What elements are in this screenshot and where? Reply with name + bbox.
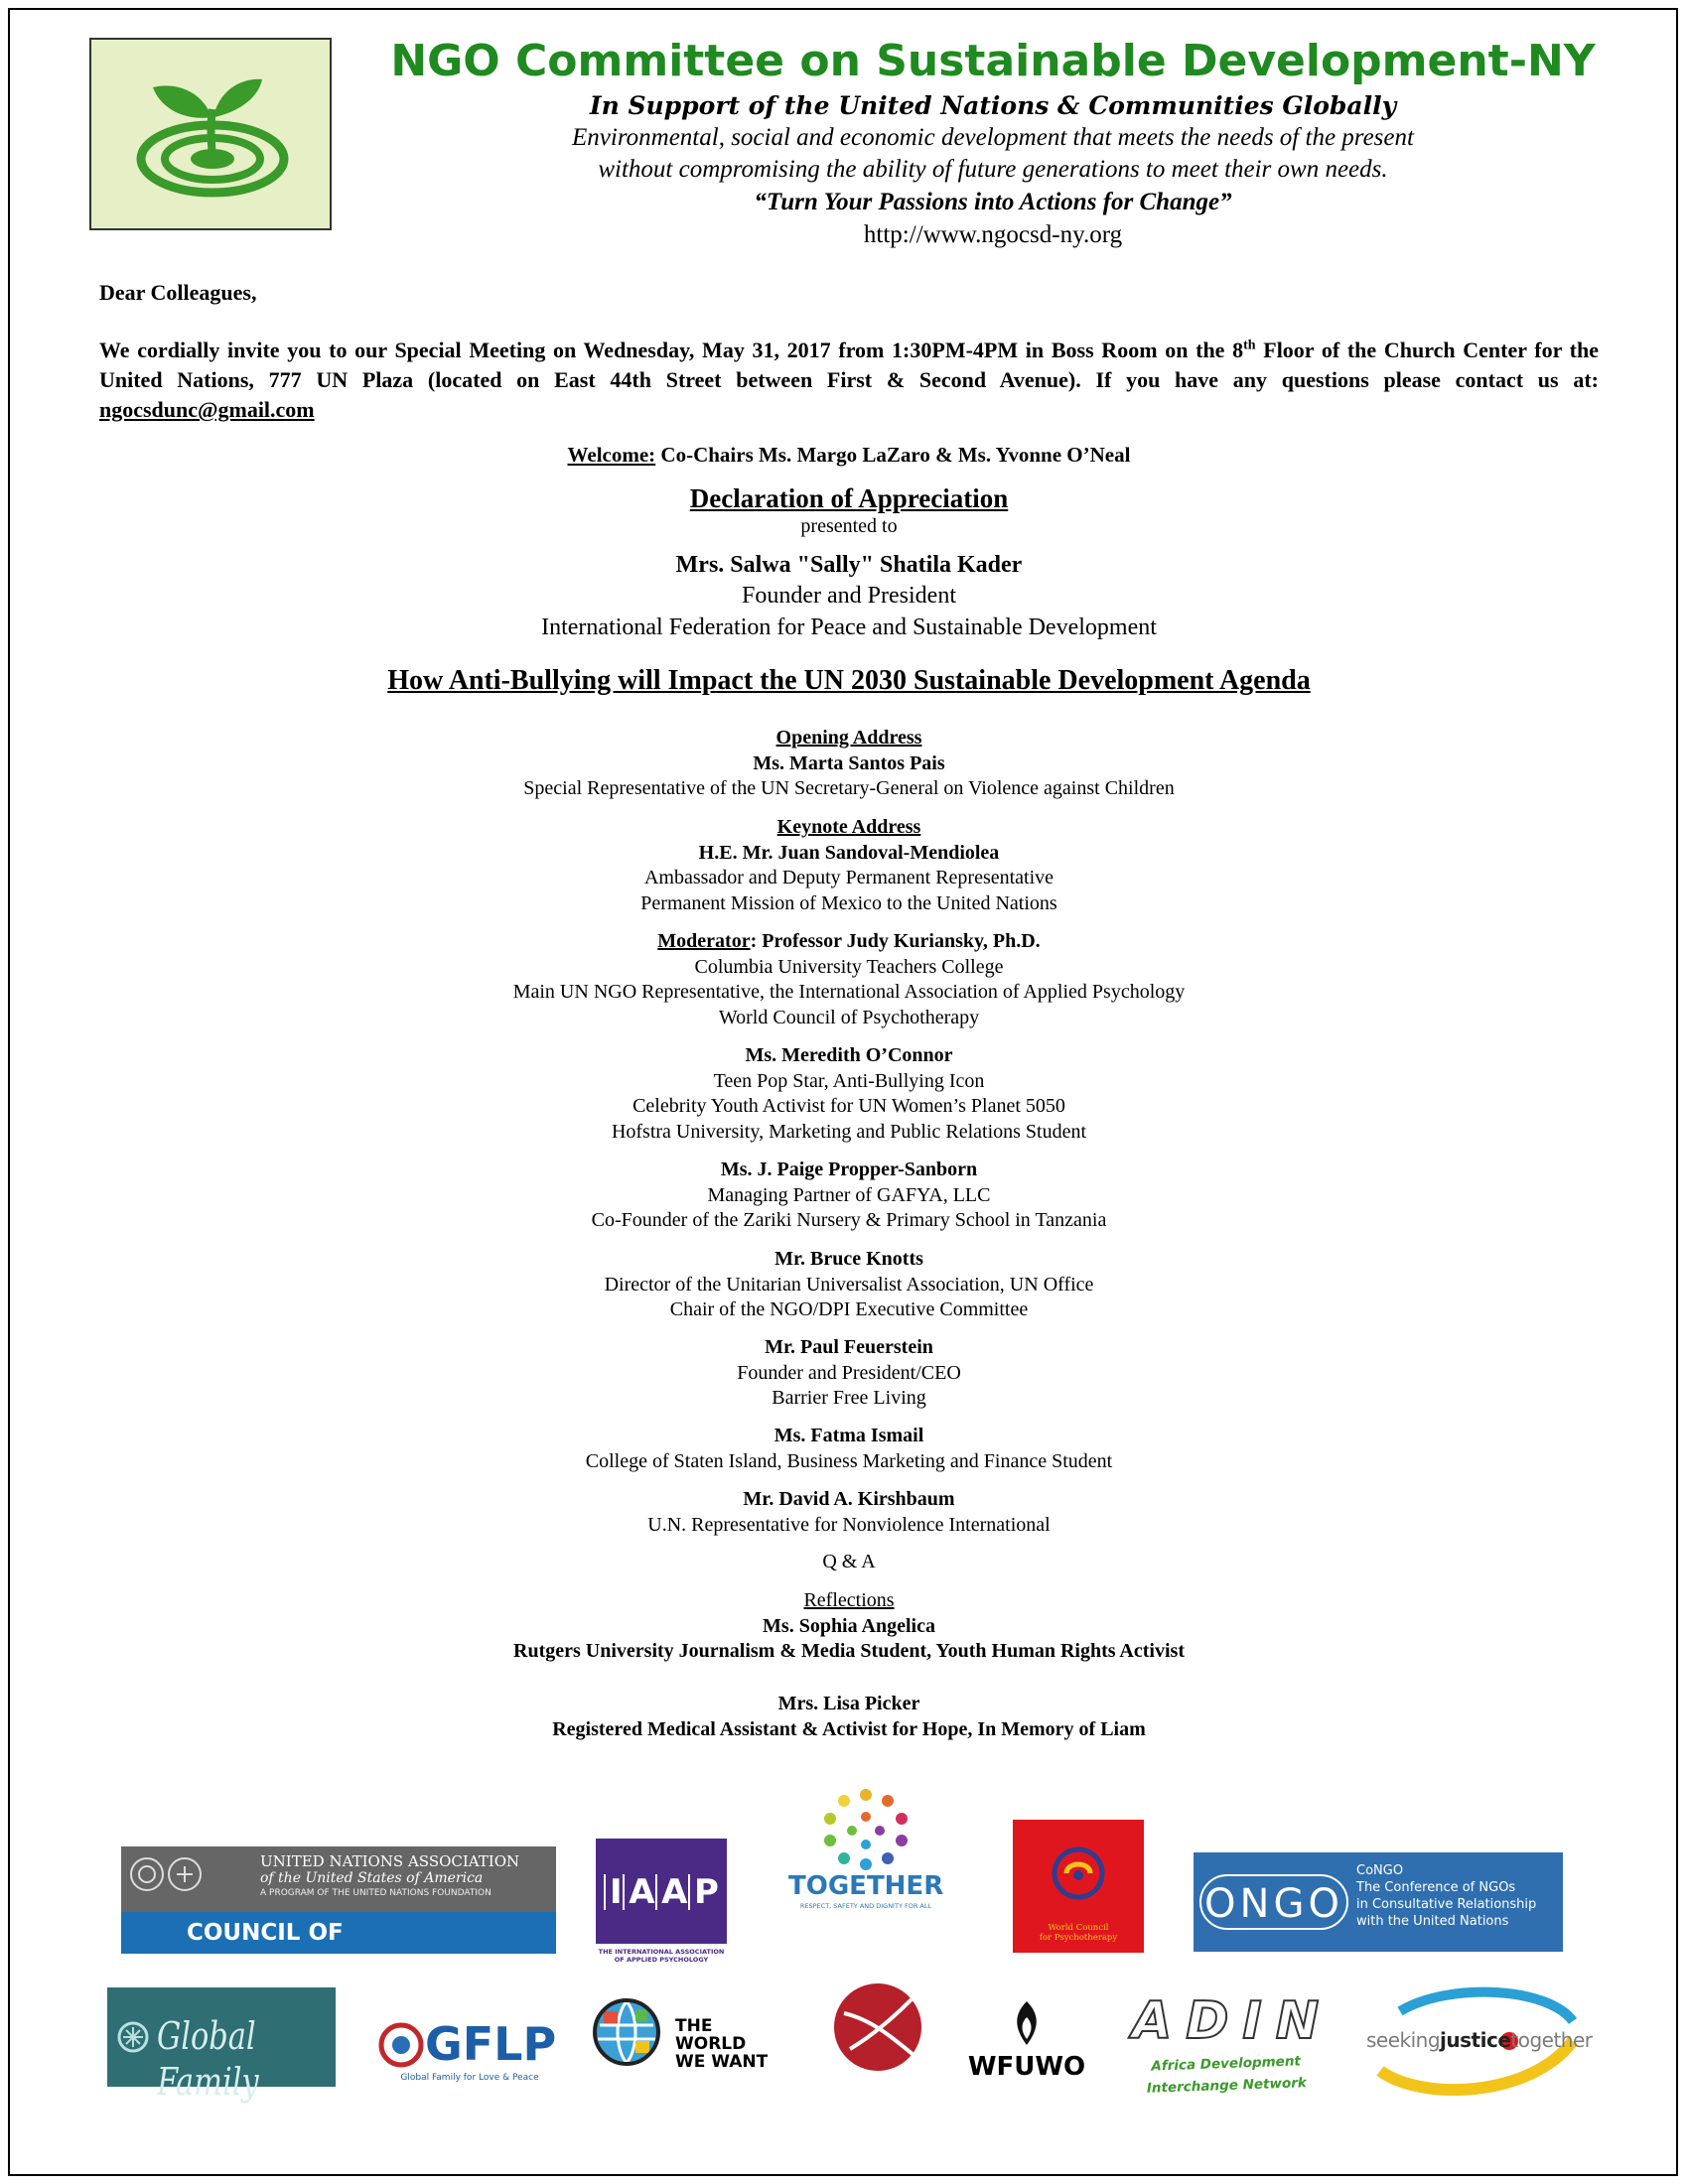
qa-line: Q & A: [822, 1551, 876, 1572]
red-sphere-logo: [830, 1979, 925, 2075]
honoree-name: Mrs. Salwa "Sally" Shatila Kader: [675, 552, 1023, 578]
speaker-detail: Celebrity Youth Activist for UN Women’s Planet 5050: [633, 1095, 1065, 1117]
iaap-letter: A: [623, 1874, 654, 1910]
global-family-logo: [107, 1987, 336, 2104]
honoree-org: International Federation for Peace and Sustainable Development: [541, 614, 1157, 640]
dove-icon: [111, 2009, 155, 2065]
speaker-name: Mr. Paul Feuerstein: [765, 1336, 933, 1358]
speaker-detail: Director of the Unitarian Universalist Association, UN Office: [604, 1273, 1094, 1296]
speech-globe-icon: [590, 1995, 663, 2069]
gfflp-mark: GFLP: [425, 2017, 557, 2071]
iaap-caption1: THE INTERNATIONAL ASSOCIATION: [598, 1948, 725, 1956]
speaker-name: Ms. J. Paige Propper-Sanborn: [720, 1159, 978, 1180]
speaker-detail: Co-Founder of the Zariki Nursery & Primary School in Tanzania: [591, 1209, 1107, 1231]
adin-logo: [1112, 1991, 1340, 2097]
reflections-name: Ms. Sophia Angelica: [763, 1614, 935, 1637]
website-link[interactable]: http://www.ngocsd-ny.org: [863, 221, 1123, 248]
congo-logo: [1194, 1852, 1563, 1952]
congo-line1: CoNGO: [1356, 1863, 1404, 1878]
email-link[interactable]: ngocsdunc@gmail.com: [99, 397, 315, 422]
welcome-label: Welcome:: [567, 443, 656, 467]
unausa-logo: [121, 1846, 556, 1987]
invite-sup: th: [1243, 338, 1256, 353]
unausa-line3: A PROGRAM OF THE UNITED NATIONS FOUNDATION: [260, 1888, 492, 1898]
speaker-name: Ms. Fatma Ismail: [774, 1425, 924, 1446]
welcome-text: Co-Chairs Ms. Margo LaZaro & Ms. Yvonne O’Neal: [655, 443, 1131, 467]
wcp-logo: [1013, 1820, 1144, 1953]
wfuwo-logo: [961, 1999, 1092, 2091]
committee-logo: [89, 38, 332, 230]
invite-text-1: We cordially invite you to our Special Meeting on Wednesday, May 31, 2017 from 1:30PM-4PM in Boss Room on the 8: [99, 338, 1244, 362]
congo-mark: ONGO: [1199, 1874, 1348, 1930]
moderator: [99, 929, 1599, 1030]
reflections-detail: Rutgers University Journalism & Media Student, Youth Human Rights Activist: [513, 1640, 1185, 1662]
global-family-text: Global Family: [157, 2014, 259, 2104]
sjt-word: justice: [1440, 2028, 1511, 2052]
moderator-label: Moderator: [657, 930, 751, 952]
adin-caption: Africa Development Interchange Network: [1146, 2053, 1308, 2097]
speaker-detail: Managing Partner of GAFYA, LLC: [707, 1183, 991, 1206]
keynote-address: [99, 815, 1599, 916]
keynote-name: H.E. Mr. Juan Sandoval-Mendiolea: [698, 841, 1000, 864]
moderator-name: : Professor Judy Kuriansky, Ph.D.: [750, 930, 1041, 952]
wwwant-line3: WE WANT: [675, 2052, 769, 2072]
tagline: In Support of the United Nations & Communities Globally: [589, 91, 1397, 120]
honoree-role: Founder and President: [742, 583, 956, 609]
event-title: How Anti-Bullying will Impact the UN 2030 Sustainable Development Agenda: [387, 665, 1311, 696]
wcp-caption1: World Council: [1048, 1923, 1109, 1933]
speaker-detail: Barrier Free Living: [772, 1387, 926, 1409]
sjt-word: seeking: [1366, 2028, 1441, 2052]
moderator-detail-3: World Council of Psychotherapy: [718, 1006, 980, 1028]
invitation-paragraph: [99, 336, 1599, 425]
congo-line4: with the United Nations: [1356, 1914, 1509, 1929]
speaker-detail: Founder and President/CEO: [737, 1361, 961, 1384]
speaker-name: Mr. Bruce Knotts: [774, 1248, 923, 1270]
declaration-section: [99, 482, 1599, 643]
speaker-detail: Chair of the NGO/DPI Executive Committee: [669, 1298, 1029, 1320]
together-caption: RESPECT, SAFETY AND DIGNITY FOR ALL: [799, 1902, 932, 1910]
mission-line-2: without compromising the ability of future generations to meet their own needs.: [598, 156, 1388, 183]
closing-name: Mrs. Lisa Picker: [777, 1693, 920, 1714]
world-we-want-logo: [590, 1995, 788, 2091]
salutation: Dear Colleagues,: [99, 280, 257, 305]
reflections-label: Reflections: [803, 1589, 895, 1611]
header: [338, 34, 1648, 251]
iaap-caption2: OF APPLIED PSYCHOLOGY: [614, 1956, 709, 1964]
iaap-letter: A: [655, 1874, 687, 1910]
wfuwo-text: WFUWO: [967, 2052, 1086, 2082]
adin-mark: ADIN: [1132, 1991, 1334, 2051]
together-logo: [788, 1787, 943, 1912]
iaap-letter: P: [688, 1874, 719, 1910]
keynote-label: Keynote Address: [776, 816, 921, 838]
seedling-icon: [91, 40, 330, 228]
speaker: [99, 1158, 1599, 1234]
wcp-caption2: for Psychotherapy: [1039, 1933, 1118, 1943]
flame-icon: [1007, 1999, 1047, 2047]
speaker-detail: Hofstra University, Marketing and Public Relations Student: [611, 1120, 1087, 1143]
speaker: [99, 1424, 1599, 1474]
opening-address: [99, 726, 1599, 802]
opening-label: Opening Address: [775, 727, 922, 749]
sjt-logo: [1360, 1981, 1593, 2103]
speaker-detail: College of Staten Island, Business Marketing and Finance Student: [585, 1449, 1113, 1472]
congo-line2: The Conference of NGOs: [1356, 1880, 1516, 1895]
globe-heart-icon: [377, 2021, 425, 2069]
speaker-name: Mr. David A. Kirshbaum: [743, 1488, 955, 1510]
mission-line-1: Environmental, social and economic development that meets the needs of the present: [572, 124, 1414, 151]
wwwant-line2: WORLD: [675, 2034, 747, 2054]
moderator-detail-1: Columbia University Teachers College: [694, 955, 1004, 978]
gfflp-logo: [377, 2017, 562, 2089]
presented-to: presented to: [800, 515, 898, 537]
gfflp-caption: Global Family for Love & Peace: [400, 2073, 539, 2083]
iaap-letter: I: [604, 1874, 623, 1910]
opening-name: Ms. Marta Santos Pais: [753, 751, 945, 774]
iaap-letters: [604, 1874, 719, 1910]
sponsor-logos: [0, 1787, 1688, 2124]
sjt-text: [1366, 2027, 1593, 2053]
motto: “Turn Your Passions into Actions for Change”: [754, 189, 1232, 215]
reflections: [99, 1588, 1599, 1665]
unausa-line2: of the United States of America: [260, 1870, 484, 1886]
closing-speaker: [99, 1692, 1599, 1742]
declaration-title: Declaration of Appreciation: [689, 483, 1009, 513]
un-emblem-icon: [127, 1852, 207, 1900]
invite-text-2: Floor of the Church Center for the United Nations, 777 UN Plaza (located on East 44th Street between First & Second Avenue). If you have any questions please contact us at:: [99, 338, 1599, 392]
welcome-line: [99, 441, 1599, 469]
unausa-line1: UNITED NATIONS ASSOCIATION: [260, 1852, 520, 1870]
speaker: [99, 1043, 1599, 1145]
opening-detail: Special Representative of the UN Secretary-General on Violence against Children: [523, 777, 1175, 799]
congo-line3: in Consultative Relationship: [1356, 1897, 1537, 1912]
wcp-emblem-icon: [1047, 1842, 1110, 1905]
iaap-logo: [596, 1839, 727, 1968]
people-circle-icon: [816, 1787, 915, 1870]
speaker: [99, 1247, 1599, 1323]
together-word: TOGETHER: [788, 1871, 944, 1901]
keynote-detail-1: Ambassador and Deputy Permanent Representative: [643, 867, 1055, 888]
speaker: [99, 1487, 1599, 1538]
org-title: NGO Committee on Sustainable Development-NY: [390, 36, 1596, 86]
speaker: [99, 1335, 1599, 1412]
keynote-detail-2: Permanent Mission of Mexico to the United Nations: [640, 891, 1057, 914]
unausa-band: COUNCIL OF ORGANIZATIONS: [121, 1912, 556, 1954]
closing-detail: Registered Medical Assistant & Activist for Hope, In Memory of Liam: [552, 1717, 1146, 1740]
speaker-detail: Teen Pop Star, Anti-Bullying Icon: [713, 1069, 985, 1092]
wwwant-line1: THE: [675, 2016, 713, 2036]
sjt-word: together: [1510, 2028, 1593, 2052]
speaker-name: Ms. Meredith O’Connor: [745, 1044, 953, 1066]
moderator-detail-2: Main UN NGO Representative, the International Association of Applied Psychology: [512, 981, 1186, 1003]
speaker-detail: U.N. Representative for Nonviolence International: [647, 1513, 1051, 1536]
